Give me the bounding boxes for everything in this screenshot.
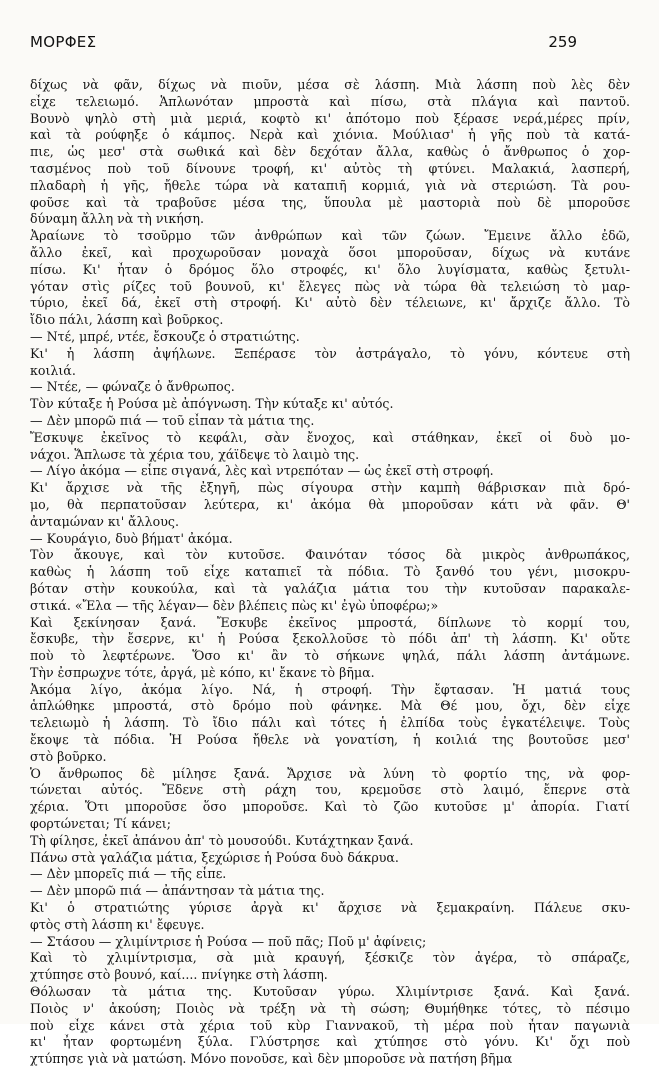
text-line: — Ντέε, — φώναζε ὁ ἄνθρωπος. — [30, 379, 235, 395]
text-line: — Δὲν μπορῶ πιά — ἀπάντησαν τὰ μάτια της. — [30, 883, 325, 899]
text-line: καθὼς ἡ λάσπη τοῦ εἶχε καταπιεῖ τὰ πόδια. Τὸ ξανθό του γένι, μισοκρυ- — [30, 564, 630, 580]
text-line: Βουνὸ ψηλὸ στὴ μιὰ μεριά, κοφτὸ κι' ἀπότομο ποὺ ξέρασε νερά,μέρες πρίν, — [30, 110, 630, 126]
text-line: χτύπησε γιὰ νὰ ματώση. Μόνο πονοῦσε, καὶ δὲν μποροῦσε νὰ πατήση βῆμα — [30, 1051, 513, 1067]
text-line: Ἀραίωνε τὸ τσοῦρμο τῶν ἀνθρώπων καὶ τῶν ζώων. Ἔμεινε ἄλλο ἐδῶ, — [30, 228, 630, 244]
text-line: στὸ βοῦρκο. — [30, 748, 107, 764]
text-line: ἔκοψε τὰ πόδια. Ἡ Ρούσα ἤθελε νὰ γονατίση, ἡ κοιλιά της βουτοῦσε μεσ' — [30, 732, 630, 748]
text-line: γόταν στὶς ρίζες τοῦ βουνοῦ, κι' ἔλεγες πὼς νὰ τώρα θὰ τελειώση τὸ μαρ- — [30, 278, 630, 294]
text-line: Ἀκόμα λίγο, ἀκόμα λίγο. Νά, ἡ στροφή. Τὴν ἔφτασαν. Ἡ ματιά τους — [30, 681, 630, 697]
text-line: Καὶ ξεκίνησαν ξανά. Ἔσκυβε ἐκεῖνος μπροστά, δίπλωνε τὸ κορμί του, — [30, 614, 630, 630]
text-line: Ποιὸς ν' ἀκούση; Ποιὸς νὰ τρέξη νὰ τὴ σώση; Θυμήθηκε τότες, τὸ πέσιμο — [30, 1000, 630, 1016]
text-line: χτύπησε στὸ βουνό, καί.... πνίγηκε στὴ λάσπη. — [30, 967, 328, 983]
text-line: — Ντέ, μπρέ, ντέε, ἔσκουζε ὁ στρατιώτης. — [30, 328, 300, 344]
body-text — [30, 77, 630, 1068]
text-line: — Κουράγιο, δυὸ βήματ' ἀκόμα. — [30, 530, 233, 546]
text-line: Ὁ ἄνθρωπος δὲ μίλησε ξανά. Ἄρχισε νὰ λύνη τὸ φορτίο της, νὰ φορ- — [30, 765, 630, 781]
page-number: 259 — [548, 33, 577, 51]
text-line: δίχως νὰ φᾶν, δίχως νὰ πιοῦν, μέσα σὲ λάσπη. Μιὰ λάσπη ποὺ λὲς δὲν — [30, 77, 630, 92]
text-line: — Λίγο ἀκόμα — εἶπε σιγανά, λὲς καὶ ντρεπόταν — ὡς ἐκεῖ στὴ στροφή. — [30, 463, 494, 479]
text-line: πιε, ὡς μεσ' στὰ σωθικά καὶ δὲν δεχόταν ἄλλα, καθὼς ὁ ἄνθρωπος ὁ χορ- — [30, 144, 630, 160]
text-line: Πάνω στὰ γαλάζια μάτια, ξεχώρισε ἡ Ρούσα δυὸ δάκρυα. — [30, 849, 399, 865]
text-line: Τὸν κύταξε ἡ Ρούσα μὲ ἀπόγνωση. Τὴν κύταξε κι' αὐτός. — [30, 396, 394, 412]
text-line: ἄλλο ἐκεῖ, καὶ προχωροῦσαν μοναχὰ ὅσοι μποροῦσαν, δίχως νὰ κυτάνε — [30, 244, 630, 260]
text-line: Τὴν ἐσπρωχνε τότε, ἀργά, μὲ κόπο, κι' ἔκανε τὸ βῆμα. — [30, 664, 375, 680]
text-line: Τὸν ἄκουγε, καὶ τὸν κυτοῦσε. Φαινόταν τόσος δὰ μικρὸς ἀνθρωπάκος, — [30, 547, 630, 563]
text-line: Κι' ὁ στρατιώτης γύρισε ἀργὰ κι' ἄρχισε νὰ ξεμακραίνη. Πάλευε σκυ- — [30, 900, 630, 916]
text-line: Τὴ φίλησε, ἐκεῖ ἀπάνου ἀπ' τὸ μουσούδι. Κυτάχτηκαν ξανά. — [30, 832, 414, 848]
text-line: μο, θὰ περπατοῦσαν λεύτερα, κι' ἀκόμα θὰ μποροῦσαν κάτι νὰ φᾶν. Θ' — [30, 496, 630, 512]
text-line: Θόλωσαν τὰ μάτια της. Κυτοῦσαν γύρω. Χλιμίντρισε ξανά. Καὶ ξανά. — [30, 984, 630, 1000]
text-line: ἁπλώθηκε μπροστά, στὸ δρόμο ποὺ φάνηκε. Μὰ Θέ μου, ὄχι, δὲν εἶχε — [30, 698, 630, 714]
text-line: — Στάσου — χλιμίντρισε ἡ Ρούσα — ποῦ πᾶς; Ποῦ μ' ἀφίνεις; — [30, 933, 427, 949]
text-line: στικά. «Ἔλα — τῆς λέγαν— δὲν βλέπεις πὼς κι' ἐγὼ ὑποφέρω;» — [30, 597, 439, 613]
text-line: φορτώνεται; Τί κάνει; — [30, 816, 171, 832]
text-line: πίσω. Κι' ἦταν ὁ δρόμος ὅλο στροφές, κι' ὅλο λυγίσματα, καθὼς ξετυλι- — [30, 261, 630, 277]
text-line: δύναμη ἄλλη νὰ τὴ νικήση. — [30, 211, 204, 227]
text-line: ἴδιο πάλι, λάσπη καὶ βοῦρκος. — [30, 312, 224, 328]
running-head-title: ΜΟΡΦΕΣ — [30, 33, 97, 51]
text-line: — Δὲν μπορῶ πιά — τοῦ εἶπαν τὰ μάτια της. — [30, 412, 315, 428]
text-line: κοιλιά. — [30, 362, 76, 378]
text-line: τύριο, ἐκεῖ δά, ἐκεῖ στὴ στροφή. Κι' αὐτὸ δὲν τέλειωνε, κι' ἄρχιζε ἄλλο. Τὸ — [30, 295, 630, 311]
text-line: πλαδαρὴ ἡ γῆς, ἤθελε τώρα νὰ καταπιῆ κορμιά, γιὰ νὰ στεριώση. Τὰ ρου- — [30, 177, 630, 193]
text-line: ποὺ τὸ λεφτέρωνε. Ὅσο κι' ἂν τὸ σήκωνε ψηλά, πάλι λάσπη ἀντάμωνε. — [30, 648, 630, 664]
text-line: φοῦσε καὶ τὰ τραβοῦσε μέσα της, ὕπουλα μὲ μαστοριὰ ποὺ δὲ μποροῦσε — [30, 194, 630, 210]
text-line: Κι' ἡ λάσπη ἀψήλωνε. Ξεπέρασε τὸν ἀστράγαλο, τὸ γόνυ, κόντευε στὴ — [30, 345, 630, 361]
text-line: νάχοι. Ἅπλωσε τὰ χέρια του, χάϊδεψε τὸ λαιμὸ της. — [30, 446, 360, 462]
text-line: εἶχε τελειωμό. Ἁπλωνόταν μπροστὰ καὶ πίσω, στὰ πλάγια καὶ παντοῦ. — [30, 93, 630, 109]
text-line: Καὶ τὸ χλιμίντρισμα, σὰ μιὰ κραυγή, ξέσκιζε τὸν ἀγέρα, τὸ σπάραζε, — [30, 950, 630, 966]
text-line: τασμένος ποὺ τοῦ δίνουνε τροφή, κι' αὐτὸς τὴ φτύνει. Μαλακιά, λασπερή, — [30, 160, 630, 176]
text-line: χέρια. Ὅτι μποροῦσε ὅσο μποροῦσε. Καὶ τὸ ζῶο κυτοῦσε μ' ἀπορία. Γιατί — [30, 799, 630, 815]
text-line: ἀνταμώναν κι' ἄλλους. — [30, 513, 179, 529]
text-line: — Δὲν μπορεῖς πιά — τῆς εἶπε. — [30, 866, 227, 882]
text-line: κι' ἦταν φορτωμένη ξύλα. Γλύστρησε καὶ χτύπησε στὸ γόνυ. Κι' ὄχι ποὺ — [30, 1034, 630, 1050]
text-line: Κι' ἄρχισε νὰ τῆς ἐξηγῆ, πὼς σίγουρα στὴν καμπὴ θάβρισκαν πιὰ δρό- — [30, 480, 630, 496]
text-line: φτὸς στὴ λάσπη κι' ἔφευγε. — [30, 916, 205, 932]
text-line: τώνεται αὐτός. Ἔδενε στὴ ράχη του, κρεμοῦσε στὸ λαιμό, ἔπερνε στὰ — [30, 782, 630, 798]
text-line: τελειωμὸ ἡ λάσπη. Τὸ ἴδιο πάλι καὶ τότες ἡ ἐλπίδα τοὺς ἐγκατέλειψε. Τοὺς — [30, 715, 630, 731]
text-line: ἔσκυβε, τὴν ἔσερνε, κι' ἡ Ρούσα ξεκολλοῦσε τὸ πόδι ἀπ' τὴ λάσπη. Κι' οὔτε — [30, 631, 630, 647]
text-line: βόταν στὴν κουκούλα, καὶ τὰ γαλάζια μάτια του τὴν κυτοῦσαν παρακαλε- — [30, 580, 630, 596]
text-line: Ἔσκυψε ἐκεῖνος τὸ κεφάλι, σὰν ἔνοχος, καὶ στάθηκαν, ἐκεῖ οἱ δυὸ μο- — [30, 429, 630, 445]
text-line: ποὺ εἶχε κάνει στὰ χέρια τοῦ κὺρ Γιαννακοῦ, τὴ μέρα ποὺ ἦταν παγωνιὰ — [30, 1017, 630, 1033]
text-line: καὶ τὰ ρούφηξε ὁ κάμπος. Νερὰ καὶ χιόνια. Μούλιασ' ἡ γῆς ποὺ τὰ κατά- — [30, 127, 630, 143]
